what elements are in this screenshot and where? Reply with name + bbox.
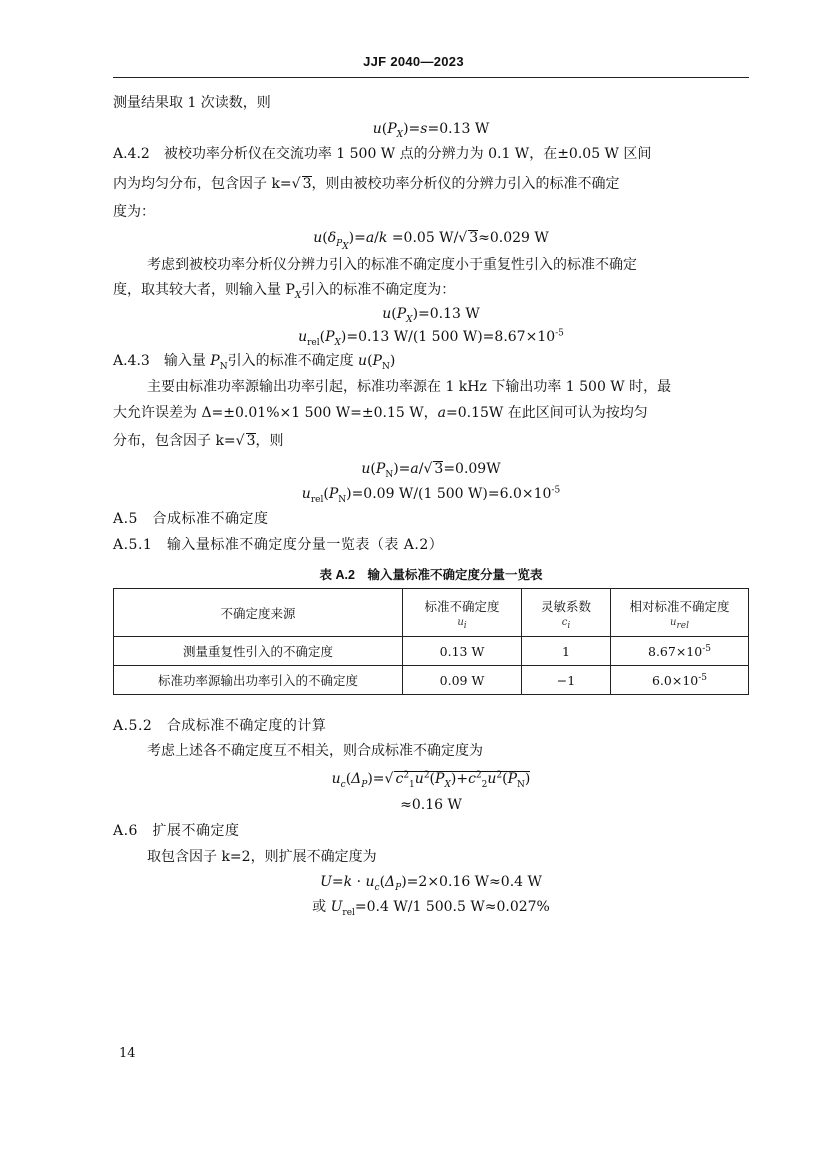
- equation-urel-pn: $u_{rel}(P_N)=0.09$ W/(1 500 $W)=6.0\times 10^{-5}$: [301, 485, 561, 505]
- column-header: 相对标准不确定度 $u_{rel}$: [611, 589, 749, 637]
- equation-Urel: 或 $U_{rel}=0.4$ W/1 500.5 W≈0.027%: [312, 899, 550, 918]
- text: 度，取其较大者，则输入量 P: [113, 282, 295, 298]
- sqrt-radicand: 3: [302, 176, 312, 192]
- running-header: JJF 2040—2023: [363, 54, 464, 69]
- table-cell: $8.67\times 10^{-5}$: [611, 637, 749, 666]
- clause-a43: A.4.3 输入量 $P_N$引入的标准不确定度 $u(P_N)$: [113, 353, 396, 372]
- table-cell: 1: [522, 637, 611, 666]
- equation-U: $U=k \cdot u_c(\Delta_P)=2\times 0.16$ W≈0.4 W: [320, 874, 542, 893]
- table-row: [114, 666, 749, 695]
- text: 引入的标准不确定度为：: [301, 282, 456, 298]
- subscript: X: [294, 290, 302, 301]
- column-header: 不确定度来源: [114, 589, 403, 637]
- clause-a42-line1: [113, 145, 749, 163]
- table-caption: 表 A.2 输入量标准不确定度分量一览表: [319, 568, 543, 582]
- header-rule: [113, 77, 749, 78]
- paragraph-line: [113, 404, 749, 422]
- uncertainty-table: [113, 588, 749, 695]
- clause-number: A.4.3: [113, 353, 150, 369]
- sqrt-symbol: √: [235, 433, 245, 449]
- clause-number: A.4.2: [113, 146, 150, 162]
- paragraph-line: 主要由标准功率源输出功率引起，标准功率源在 1 kHz 下输出功率 1 500 W 时，最: [147, 379, 672, 395]
- sqrt-symbol: √: [291, 176, 301, 192]
- table-header-row: [114, 589, 749, 637]
- text: ，则: [255, 433, 284, 449]
- table-cell: 标准功率源输出功率引入的不确定度: [114, 666, 403, 695]
- section-a52: A.5.2 合成标准不确定度的计算: [113, 718, 327, 734]
- equation-uc-result: ≈0.16 W: [400, 797, 462, 813]
- equation-u-px-2: $u(P_X)=0.13$ W: [382, 306, 480, 325]
- paragraph-line: [113, 432, 749, 450]
- text: =0.15W 在此区间可认为按均匀: [445, 405, 648, 421]
- section-a51: A.5.1 输入量标准不确定度分量一览表（表 A.2）: [113, 537, 444, 553]
- clause-a42-line3: 度为：: [113, 204, 155, 220]
- column-header: 灵敏系数 $c_i$: [522, 589, 611, 637]
- table-cell: 0.13 W: [403, 637, 522, 666]
- paragraph-line: 考虑上述各不确定度互不相关，则合成标准不确定度为: [147, 743, 483, 759]
- text-line: 测量结果取 1 次读数，则: [113, 95, 271, 111]
- section-a5: A.5 合成标准不确定度: [113, 511, 269, 527]
- equation-u-pn: $u(P_N)=a/√$ 3=0.09W: [361, 461, 501, 480]
- page-number: 14: [119, 1046, 136, 1061]
- table-cell: 0.09 W: [403, 666, 522, 695]
- equation-urel-px: $u_{rel}(P_X)=0.13$ W/(1 500 $W)=8.67\times 10^{-5}$: [298, 328, 564, 348]
- table-cell: −1: [522, 666, 611, 695]
- text: ，则由被校功率分析仪的分辨力引入的标准不确定: [311, 176, 620, 192]
- section-a6: A.6 扩展不确定度: [113, 823, 240, 839]
- paragraph-line: [113, 281, 749, 299]
- text: 分布，包含因子 k=: [113, 433, 236, 449]
- table-row: [114, 637, 749, 666]
- text: 被校功率分析仪在交流功率 1 500 W 点的分辨力为 0.1 W，在±0.05 W 区间: [163, 146, 652, 162]
- sqrt-radicand: 3: [246, 433, 256, 449]
- text: 内为均匀分布，包含因子 k=: [113, 176, 292, 192]
- clause-a42-line2: [113, 175, 749, 193]
- paragraph-line: 取包含因子 k=2，则扩展不确定度为: [147, 849, 377, 865]
- equation-u-delta: $u(\delta_{P_X})=a/k =0.05$ W/√ 3≈0.029 W: [313, 230, 549, 252]
- table-cell: $6.0\times 10^{-5}$: [611, 666, 749, 695]
- column-header: 标准不确定度 $u_i$: [403, 589, 522, 637]
- table-cell: 测量重复性引入的不确定度: [114, 637, 403, 666]
- text: 大允许误差为 Δ=±0.01%×1 500 W=±0.15 W，: [113, 405, 438, 421]
- symbol: a: [437, 405, 446, 421]
- equation-u-px: $u(P_X)=s=0.13$ W: [372, 121, 490, 140]
- paragraph-line: 考虑到被校功率分析仪分辨力引入的标准不确定度小于重复性引入的标准不确定: [147, 257, 637, 273]
- equation-uc: $u_c(\Delta_P)=√$ $c^2_1u^2(P_X)+c^2_2u^2(P_N)$: [331, 770, 531, 790]
